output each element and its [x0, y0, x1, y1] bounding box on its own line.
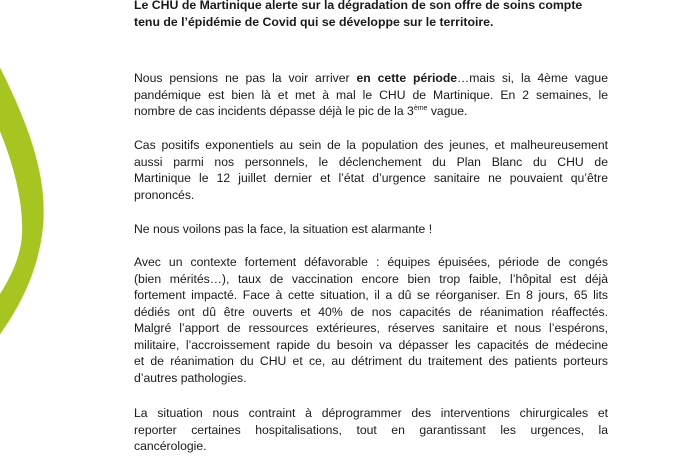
paragraph-line: militaire, l’accroissement rapide du besoin va dépasser les capacités de médecine [134, 337, 608, 352]
paragraph-line: Malgré l’apport de ressources extérieures, réserves sanitaire et nous l’espérons, [134, 321, 608, 335]
heading-line-1 [134, 0, 608, 13]
paragraph-line: Martinique le 12 juillet dernier et l’état d’urgence sanitaire ne pouvaient qu’être [134, 171, 608, 185]
paragraph-line [134, 70, 608, 87]
chu-logo-arc-icon [0, 0, 80, 470]
text: nombre de cas incidents dépasse déjà le pic de la 3 [134, 104, 414, 118]
superscript: ème [413, 104, 428, 112]
paragraph-line [134, 103, 608, 120]
heading-line-2: tenu de l’épidémie de Covid qui se développe sur le territoire. [134, 14, 494, 29]
paragraph-line: La situation nous contraint à déprogrammer des interventions chirurgicales et [134, 406, 608, 420]
paragraph-line: Avec un contexte fortement défavorable : équipes épuisées, période de congés [134, 255, 608, 269]
paragraph-line: d’autres pathologies. [134, 370, 247, 385]
paragraph-line: reporter certaines hospitalisations, tout en garantissant les urgences, la [134, 422, 608, 437]
paragraph-3 [134, 221, 608, 238]
paragraph-line: (bien mérités…), taux de vaccination encore bien trop faible, l’hôpital est déjà [134, 271, 608, 286]
paragraph-line: Ne nous voilons pas la face, la situation est alarmante ! [134, 222, 433, 236]
paragraph-line: cancérologie. [134, 439, 207, 453]
document-heading [134, 0, 608, 29]
text: vague. [427, 104, 468, 118]
heading-text: Le CHU de Martinique alerte sur [134, 0, 324, 12]
heading-text: son offre de soins compte [425, 0, 583, 12]
emphasis-text: en cette période [356, 71, 458, 85]
paragraph-line: pandémique est bien là et met à mal le CHU de Martinique. En 2 semaines, le [134, 87, 608, 102]
paragraph-line: fortement impacté. Face à cette situation, il a dû se réorganiser. En 8 jours, 65 lits [134, 288, 608, 302]
paragraph-4 [134, 254, 608, 386]
heading-text-emphasis: la dégradation de [323, 0, 426, 12]
paragraph-line: et de réanimation du CHU et ce, au détriment du traitement des patients porteurs [134, 354, 608, 368]
paragraph-5 [134, 405, 608, 455]
text: Nous pensions ne pas la voir arriver [134, 71, 357, 85]
paragraph-1 [134, 70, 608, 120]
paragraph-line: prononcés. [134, 187, 195, 202]
paragraph-line: dédiés ont dû être ouverts et 40% de nos capacités de réanimation réaffectés. [134, 304, 608, 319]
paragraph-line: aussi parmi nos personnels, le déclenchement du Plan Blanc du CHU de [134, 154, 608, 169]
paragraph-2 [134, 137, 608, 203]
paragraph-line: Cas positifs exponentiels au sein de la population des jeunes, et malheureusement [134, 138, 608, 152]
text: …mais si, la 4ème vague [457, 71, 608, 85]
